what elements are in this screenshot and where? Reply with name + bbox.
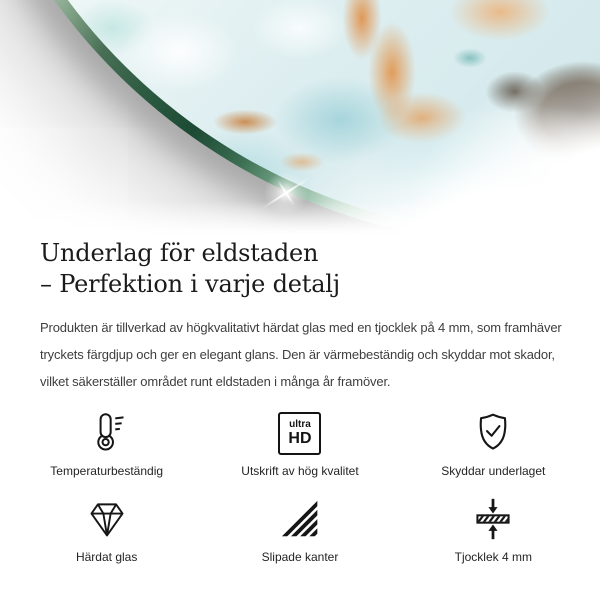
feature-tempered-glass <box>10 496 203 564</box>
uhd-badge-bottom: HD <box>288 429 312 447</box>
feature-label: Härdat glas <box>75 550 138 564</box>
hero-product-image <box>0 0 600 234</box>
feature-thickness <box>397 496 590 564</box>
product-description-section <box>0 238 600 395</box>
feature-label: Utskrift av hög kvalitet <box>241 464 359 478</box>
page-title-line1: Underlag för eldstaden <box>40 239 319 267</box>
diamond-icon <box>85 496 129 542</box>
feature-label: Slipade kanter <box>261 550 339 564</box>
feature-protects <box>397 410 590 478</box>
beveled-edges-icon <box>278 496 322 542</box>
feature-print-quality <box>203 410 396 478</box>
feature-temperature <box>10 410 203 478</box>
shield-check-icon <box>471 410 515 456</box>
feature-polished-edges <box>203 496 396 564</box>
feature-label: Tjocklek 4 mm <box>454 550 532 564</box>
page-title <box>40 238 560 300</box>
ultra-hd-icon <box>278 410 321 456</box>
thermometer-icon <box>85 410 129 456</box>
thickness-icon <box>471 496 515 542</box>
page-title-line2: – Perfektion i varje detalj <box>40 270 341 298</box>
product-description-text: Produkten är tillverkad av högkvalitativt härdat glas med en tjocklek på 4 mm, som framhäver tryckets färgdjup och ger en elegant glans. Den är värmebeständig och skyddar mot skador, vilket säkerställer området runt eldstaden i många år framöver. <box>40 320 562 389</box>
feature-label: Temperaturbeständig <box>50 464 164 478</box>
feature-grid <box>0 410 600 564</box>
feature-label: Skyddar underlaget <box>441 464 546 478</box>
uhd-badge-top: ultra <box>289 418 311 430</box>
